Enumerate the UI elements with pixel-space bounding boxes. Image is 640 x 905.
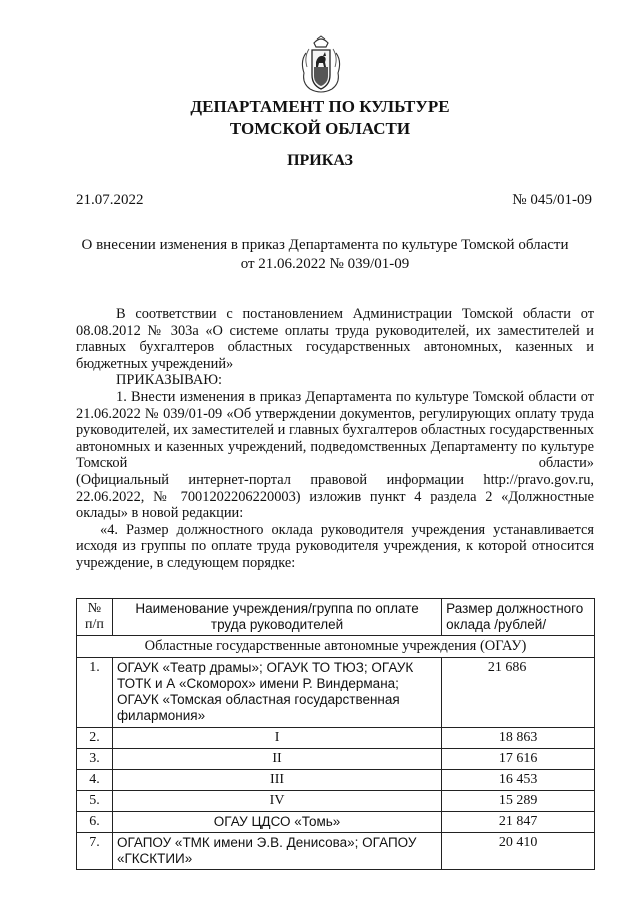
doc-type: ПРИКАЗ — [287, 152, 353, 169]
table-row — [77, 728, 595, 749]
table-row — [77, 812, 595, 833]
row-num: 4. — [77, 770, 113, 791]
row-salary: 18 863 — [442, 728, 595, 749]
table-header-row — [77, 599, 595, 636]
clause-1-paragraph: 1. Внести изменения в приказ Департамента по культуре Томской области от 21.06.2022 № 039/01-09 «Об утверждении документов, регулирующих оплату труда руководителей, их заместителей и главных бухгалтеров областных государственных автономных и казенных учреждений, подведомственных Департаменту по культуре Томской области» — [76, 388, 594, 472]
row-name: ОГАУК «Театр драмы»; ОГАУК ТО ТЮЗ; ОГАУК ТОТК и А «Скоморох» имени Р. Виндермана; ОГАУК «Томская областная государственная филармония» — [112, 658, 441, 728]
clause-1-continuation: (Официальный интернет-портал правовой информации http://pravo.gov.ru, 22.06.2022, № 7001202206220003) изложив пункт 4 раздела 2 «Должностные оклады» в новой редакции: — [76, 471, 594, 522]
doc-title-line2: от 21.06.2022 № 039/01-09 — [240, 256, 410, 272]
row-salary: 15 289 — [442, 791, 595, 812]
department-name-line1: ДЕПАРТАМЕНТ ПО КУЛЬТУРЕ — [190, 97, 450, 116]
coat-of-arms-icon — [300, 35, 342, 97]
header-salary: Размер должностного оклада /рублей/ — [442, 599, 595, 636]
table-section-row — [77, 636, 595, 658]
row-name: I — [112, 728, 441, 749]
row-name: II — [112, 749, 441, 770]
order-word: ПРИКАЗЫВАЮ: — [116, 372, 223, 389]
doc-title — [60, 236, 590, 274]
doc-title-line1: О внесении изменения в приказ Департамента по культуре Томской области — [81, 237, 569, 253]
salary-table — [76, 598, 595, 870]
section-title: Областные государственные автономные учреждения (ОГАУ) — [77, 636, 595, 658]
doc-number: № 045/01-09 — [512, 192, 592, 208]
doc-date: 21.07.2022 — [76, 192, 144, 208]
table-row — [77, 658, 595, 728]
table-row — [77, 770, 595, 791]
table-row — [77, 833, 595, 870]
row-salary: 21 847 — [442, 812, 595, 833]
preamble-paragraph: В соответствии с постановлением Администрации Томской области от 08.08.2012 № 303а «О системе оплаты труда руководителей, их заместителей и главных бухгалтеров областных государственных автономных, казенных и бюджетных учреждений» — [76, 306, 594, 372]
table-row — [77, 791, 595, 812]
row-salary: 17 616 — [442, 749, 595, 770]
row-salary: 16 453 — [442, 770, 595, 791]
row-name: ОГАПОУ «ТМК имени Э.В. Денисова»; ОГАПОУ «ГКСКТИИ» — [112, 833, 441, 870]
row-name: ОГАУ ЦДСО «Томь» — [112, 812, 441, 833]
row-num: 3. — [77, 749, 113, 770]
row-name: IV — [112, 791, 441, 812]
row-num: 2. — [77, 728, 113, 749]
department-name-line2: ТОМСКОЙ ОБЛАСТИ — [229, 119, 411, 138]
clause-4-paragraph: «4. Размер должностного оклада руководителя учреждения устанавливается исходя из группы по оплате труда руководителя учреждения, к которой относится учреждение, в следующем порядке: — [76, 521, 594, 571]
row-name: III — [112, 770, 441, 791]
row-num: 7. — [77, 833, 113, 870]
row-num: 1. — [77, 658, 113, 728]
table-row — [77, 749, 595, 770]
row-salary: 20 410 — [442, 833, 595, 870]
header-name: Наименование учреждения/группа по оплате труда руководителей — [112, 599, 441, 636]
header-num: № п/п — [77, 599, 113, 636]
doc-body — [76, 306, 594, 572]
row-num: 6. — [77, 812, 113, 833]
row-num: 5. — [77, 791, 113, 812]
row-salary: 21 686 — [442, 658, 595, 728]
